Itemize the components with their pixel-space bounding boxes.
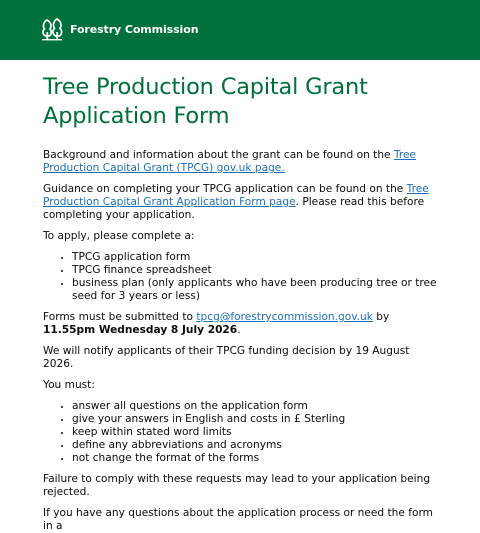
list-item: • answer all questions on the application form — [72, 400, 440, 413]
apply-intro: To apply, please complete a: — [43, 230, 195, 242]
notification-paragraph: We will notify applicants of their TPCG funding decision by 19 August 2026. — [43, 345, 410, 370]
list-item: • business plan (only applicants who have been producing tree or tree seed for 3 years or less) — [72, 277, 440, 303]
submission-text: Forms must be submitted to — [43, 311, 197, 323]
list-item: • not change the format of the forms — [72, 452, 440, 465]
tree-logo-icon — [40, 17, 66, 41]
submission-paragraph — [43, 311, 440, 337]
application-form-page-link[interactable]: Tree Production Capital Grant Application Form page — [43, 183, 429, 208]
guidance-paragraph — [43, 183, 440, 222]
list-item: • define any abbreviations and acronyms — [72, 439, 440, 452]
failure-paragraph: Failure to comply with these requests may lead to your application being rejected. — [43, 473, 431, 498]
site-header — [0, 0, 480, 60]
list-item: • give your answers in English and costs in £ Sterling — [72, 413, 440, 426]
list-item: • keep within stated word limits — [72, 426, 440, 439]
main-content — [0, 73, 480, 533]
must-list — [43, 400, 440, 465]
forestry-commission-logo[interactable] — [40, 17, 198, 41]
submission-deadline: 11.55pm Wednesday 8 July 2026 — [43, 324, 238, 336]
brand-name: Forestry Commission — [70, 22, 199, 36]
tpcg-govuk-page-link[interactable]: Tree Production Capital Grant (TPCG) gov.uk page. — [43, 149, 417, 174]
tpcg-email-link[interactable]: tpcg@forestrycommission.gov.uk — [196, 311, 373, 323]
list-item: • TPCG finance spreadsheet — [72, 264, 440, 277]
questions-paragraph: If you have any questions about the application process or need the form in a — [43, 507, 433, 532]
submission-by: by — [372, 311, 390, 323]
background-paragraph — [43, 149, 440, 175]
must-intro: You must: — [43, 379, 95, 391]
guidance-text: Guidance on completing your TPCG application can be found on the — [43, 183, 407, 195]
submission-end: . — [237, 324, 241, 336]
guidance-tail: . Please read this before completing your application. — [43, 196, 425, 221]
list-item: • TPCG application form — [72, 251, 440, 264]
page-title: Tree Production Capital Grant Application Form — [43, 74, 368, 129]
apply-list — [43, 251, 440, 303]
background-text: Background and information about the grant can be found on the — [43, 149, 394, 161]
